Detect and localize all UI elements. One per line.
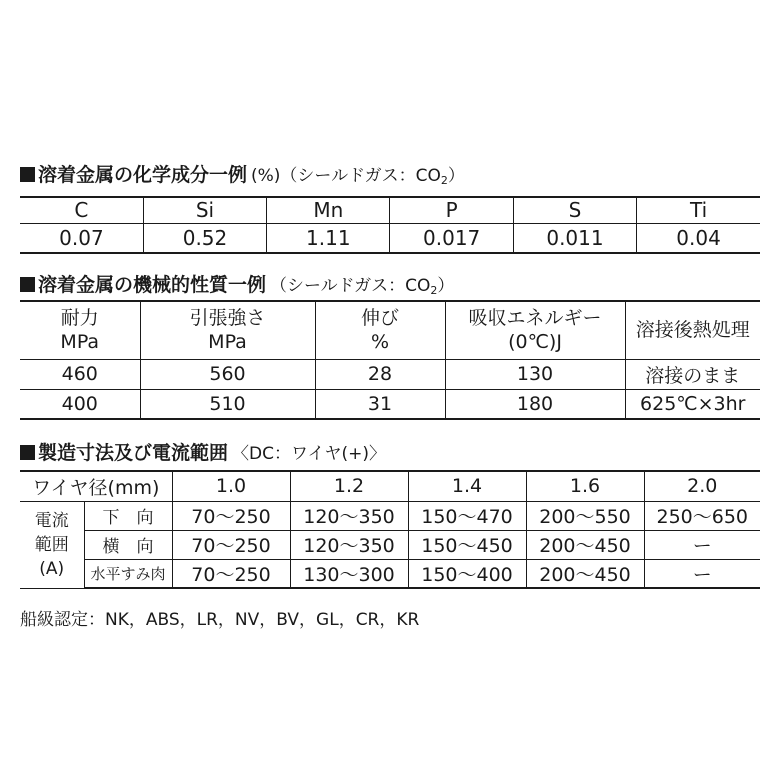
header-cell: Si xyxy=(143,197,266,223)
value-cell: ー xyxy=(644,559,760,588)
header-cell: 伸び % xyxy=(315,301,445,359)
value-cell: 28 xyxy=(315,359,445,389)
header-cell: 吸収エネルギー (0℃)J xyxy=(445,301,625,359)
value-cell: 0.52 xyxy=(143,223,266,253)
value-cell: 130 xyxy=(445,359,625,389)
header-cell: 1.6 xyxy=(526,471,644,501)
value-cell: 400 xyxy=(20,389,140,419)
position-cell: 横 向 xyxy=(84,530,172,559)
table-row xyxy=(20,501,760,530)
diameter-label-cell: ワイヤ径(mm) xyxy=(20,471,172,501)
value-cell: 510 xyxy=(140,389,315,419)
value-cell: 460 xyxy=(20,359,140,389)
header-cell: 1.0 xyxy=(172,471,290,501)
value-cell: 120～350 xyxy=(290,530,408,559)
section-heading: 溶着金属の化学成分一例 xyxy=(38,164,248,186)
value-cell: 0.07 xyxy=(20,223,143,253)
square-bullet-icon xyxy=(20,167,35,182)
value-cell: 0.011 xyxy=(513,223,636,253)
table-header-row xyxy=(20,301,760,359)
value-cell: 200～450 xyxy=(526,559,644,588)
position-cell: 水平すみ肉 xyxy=(84,559,172,588)
table-row xyxy=(20,530,760,559)
value-cell: 70～250 xyxy=(172,559,290,588)
table-header-row xyxy=(20,197,760,223)
value-cell: 120～350 xyxy=(290,501,408,530)
value-cell: 0.017 xyxy=(390,223,513,253)
header-cell: 1.4 xyxy=(408,471,526,501)
header-cell: 引張強さ MPa xyxy=(140,301,315,359)
header-cell: 1.2 xyxy=(290,471,408,501)
value-cell: 250～650 xyxy=(644,501,760,530)
value-cell: 180 xyxy=(445,389,625,419)
value-cell: 560 xyxy=(140,359,315,389)
mechanical-properties-title xyxy=(20,270,454,297)
value-cell: 130～300 xyxy=(290,559,408,588)
value-cell: 150～450 xyxy=(408,530,526,559)
section-note: 〈DC：ワイヤ(+)〉 xyxy=(232,444,386,464)
chemical-composition-title xyxy=(20,160,465,187)
table-row xyxy=(20,359,760,389)
header-cell: 耐力 MPa xyxy=(20,301,140,359)
header-cell: 溶接後熱処理 xyxy=(625,301,760,359)
table-header-row xyxy=(20,471,760,501)
section-heading: 製造寸法及び電流範囲 xyxy=(38,442,229,464)
chemical-composition-table xyxy=(20,196,760,254)
current-range-table xyxy=(20,470,760,589)
current-range-label-cell: 電流 範囲 (A) xyxy=(20,501,84,588)
value-cell: 溶接のまま xyxy=(625,359,760,389)
value-cell: 1.11 xyxy=(267,223,390,253)
header-cell: P xyxy=(390,197,513,223)
value-cell: 200～450 xyxy=(526,530,644,559)
header-cell: 2.0 xyxy=(644,471,760,501)
table-row xyxy=(20,389,760,419)
section-heading: 溶着金属の機械的性質一例 xyxy=(38,274,267,296)
table-row xyxy=(20,223,760,253)
value-cell: 625℃×3hr xyxy=(625,389,760,419)
value-cell: 150～470 xyxy=(408,501,526,530)
classification-approvals: 船級認定：NK，ABS，LR，NV，BV，GL，CR，KR xyxy=(20,610,420,630)
dimensions-current-title xyxy=(20,438,386,465)
position-cell: 下 向 xyxy=(84,501,172,530)
section-note: （シールドガス：$CO_2$） xyxy=(270,276,455,297)
header-cell: S xyxy=(513,197,636,223)
section-note: (%)（シールドガス：$CO_2$） xyxy=(251,166,465,187)
square-bullet-icon xyxy=(20,277,35,292)
value-cell: 31 xyxy=(315,389,445,419)
table-row xyxy=(20,559,760,588)
square-bullet-icon xyxy=(20,445,35,460)
value-cell: 200～550 xyxy=(526,501,644,530)
mechanical-properties-table xyxy=(20,300,760,420)
value-cell: 150～400 xyxy=(408,559,526,588)
value-cell: ー xyxy=(644,530,760,559)
header-cell: Mn xyxy=(267,197,390,223)
value-cell: 70～250 xyxy=(172,501,290,530)
value-cell: 70～250 xyxy=(172,530,290,559)
header-cell: C xyxy=(20,197,143,223)
header-cell: Ti xyxy=(637,197,760,223)
value-cell: 0.04 xyxy=(637,223,760,253)
